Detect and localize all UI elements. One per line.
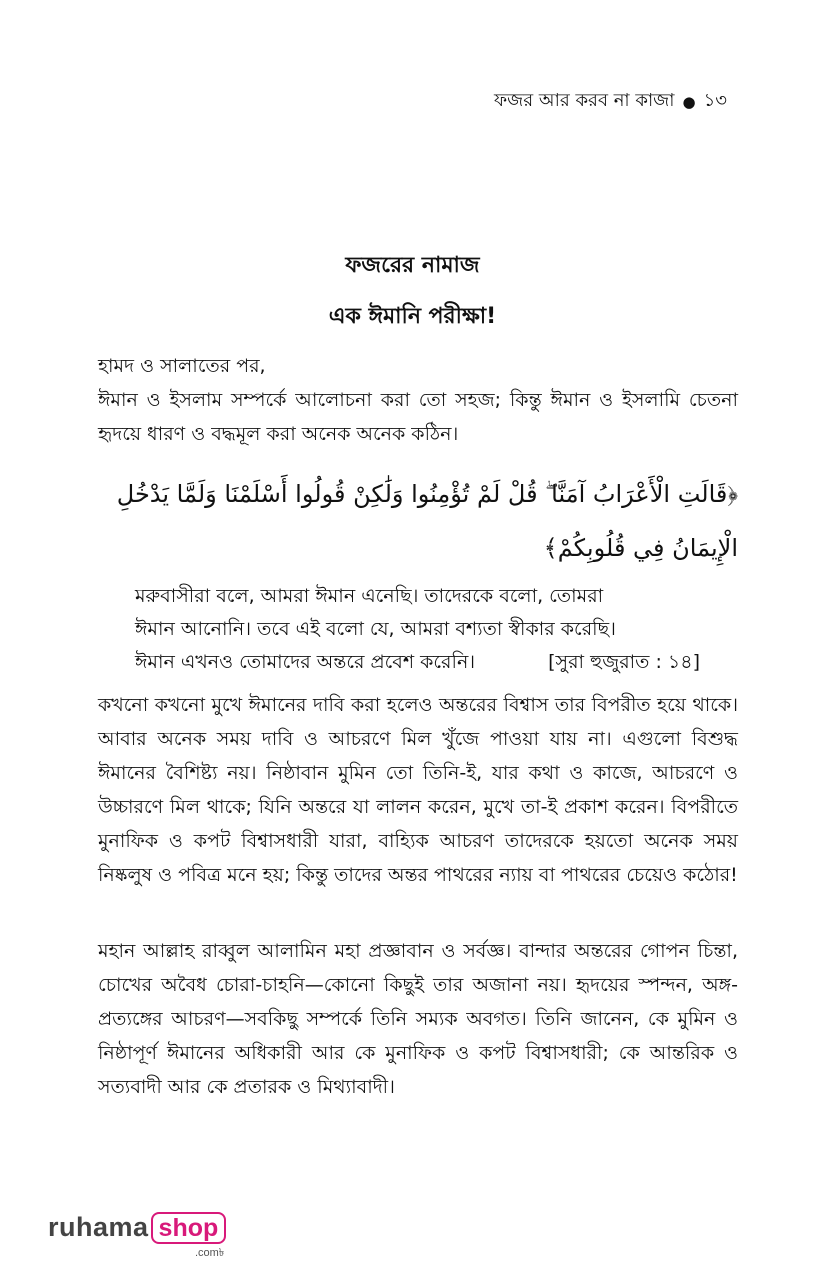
arabic-verse-line1: ﴿قَالَتِ الْأَعْرَابُ آمَنَّا ۖ قُلْ لَمْ تُؤْمِنُوا وَلَٰكِنْ قُولُوا أَسْلَمْنَا وَلَمَّا يَدْخُلِ bbox=[116, 480, 738, 508]
logo-shop-text: shop bbox=[151, 1212, 227, 1244]
chapter-title bbox=[0, 248, 825, 336]
publisher-logo bbox=[48, 1212, 226, 1259]
paragraph-greeting: হামদ ও সালাতের পর, bbox=[98, 355, 266, 377]
translation-line1: মরুবাসীরা বলে, আমরা ঈমান এনেছি। তাদেরকে বলো, তোমরা bbox=[135, 585, 604, 607]
running-header bbox=[494, 86, 727, 117]
logo-shop-badge bbox=[151, 1212, 227, 1259]
verse-reference: [সুরা হুজুরাত : ১৪] bbox=[548, 651, 700, 673]
bullet-icon: ● bbox=[682, 92, 696, 111]
chapter-title-line2: এক ঈমানি পরীক্ষা! bbox=[328, 304, 497, 329]
translation-line3: ঈমান এখনও তোমাদের অন্তরে প্রবেশ করেনি। bbox=[135, 651, 476, 673]
translation-line2: ঈমান আনোনি। তবে এই বলো যে, আমরা বশ্যতা স্বীকার করেছি। bbox=[135, 618, 616, 640]
paragraph-allah-knows: মহান আল্লাহ রাব্বুল আলামিন মহা প্রজ্ঞাবান ও সর্বজ্ঞ। বান্দার অন্তরের গোপন চিন্তা, চোখের অবৈধ চোরা-চাহনি—কোনো কিছুই তার অজানা নয়। হৃদয়ের স্পন্দন, অঙ্গ-প্রত্যঙ্গের আচরণ—সবকিছু সম্পর্কে তিনি সম্যক অবগত। তিনি জানেন, কে মুমিন ও নিষ্ঠাপূর্ণ ঈমানের অধিকারী আর কে মুনাফিক ও কপট বিশ্বাসধারী; কে আন্তরিক ও সত্যবাদী আর কে প্রতারক ও মিথ্যাবাদী। bbox=[98, 940, 738, 1098]
page-number: ১৩ bbox=[703, 90, 727, 111]
logo-domain-text: .com৳ bbox=[194, 1247, 225, 1259]
running-title: ফজর আর করব না কাজা bbox=[493, 90, 675, 111]
paragraph-faith-vs-claim: কখনো কখনো মুখে ঈমানের দাবি করা হলেও অন্তরের বিশ্বাস তার বিপরীত হয়ে থাকে। আবার অনেক সময় দাবি ও আচরণে মিল খুঁজে পাওয়া যায় না। এগুলো বিশুদ্ধ ঈমানের বৈশিষ্ট্য নয়। নিষ্ঠাবান মুমিন তো তিনি-ই, যার কথা ও কাজে, আচরণে ও উচ্চারণে মিল থাকে; যিনি অন্তরে যা লালন করেন, মুখে তা-ই প্রকাশ করেন। বিপরীতে মুনাফিক ও কপট বিশ্বাসধারী যারা, বাহ্যিক আচরণ তাদেরকে হয়তো অনেক সময় নিষ্কলুষ ও পবিত্র মনে হয়; কিন্তু তাদের অন্তর পাথরের ন্যায় বা পাথরের চেয়েও কঠোর! bbox=[98, 694, 738, 886]
logo-ruhama-text: ruhama bbox=[48, 1212, 149, 1242]
verse-translation bbox=[135, 580, 700, 679]
arabic-verse-line2: الْإِيمَانُ فِي قُلُوبِكُمْ﴾ bbox=[543, 534, 738, 562]
paragraph-intro: ঈমান ও ইসলাম সম্পর্কে আলোচনা করা তো সহজ; কিন্তু ঈমান ও ইসলামি চেতনা হৃদয়ে ধারণ ও বদ্ধমূল করা অনেক অনেক কঠিন। bbox=[98, 389, 738, 445]
chapter-title-line1: ফজরের নামাজ bbox=[345, 253, 480, 278]
translation-line3-row bbox=[135, 646, 700, 679]
